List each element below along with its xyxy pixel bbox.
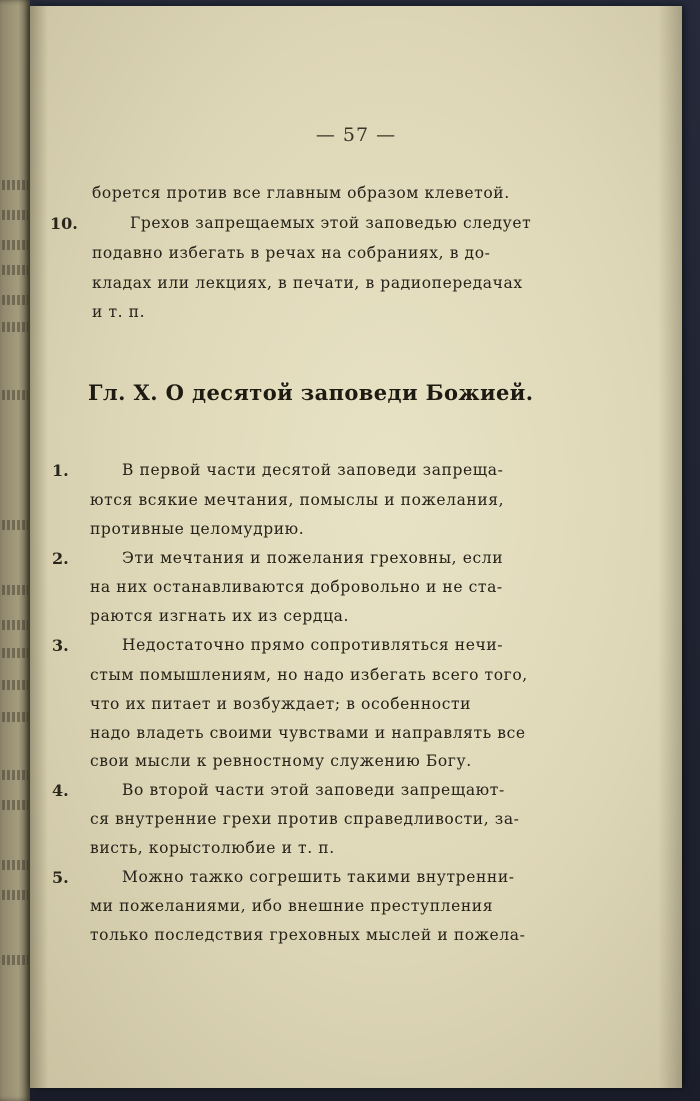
facing-page-text-fragment [2, 585, 28, 595]
facing-page-text-fragment [2, 322, 28, 332]
facing-page-text-fragment [2, 620, 28, 630]
facing-page-edge [0, 0, 30, 1101]
item-number: 4. [52, 781, 69, 800]
facing-page-text-fragment [2, 210, 28, 220]
facing-page-text-fragment [2, 240, 28, 250]
item-number: 3. [52, 636, 69, 655]
text-line: подавно избегать в речах на собраниях, в до- [92, 244, 491, 262]
facing-page-text-fragment [2, 770, 28, 780]
text-line: В первой части десятой заповеди запреща- [122, 461, 504, 479]
text-line: надо владеть своими чувствами и направлять все [90, 724, 526, 742]
facing-page-text-fragment [2, 648, 28, 658]
text-line: раются изгнать их из сердца. [90, 607, 350, 625]
facing-page-text-fragment [2, 390, 28, 400]
text-line: Эти мечтания и пожелания греховны, если [122, 549, 504, 567]
text-line: что их питает и возбуждает; в особенности [90, 695, 472, 713]
text-line: свои мысли к ревностному служению Богу. [90, 752, 472, 770]
text-line: ются всякие мечтания, помыслы и пожелания, [90, 491, 505, 509]
text-line: противные целомудрию. [90, 520, 305, 538]
text-line: и т. п. [92, 303, 146, 321]
text-line: стым помышлениям, но надо избегать всего того, [90, 666, 528, 684]
facing-page-text-fragment [2, 680, 28, 690]
text-line: ся внутренние грехи против справедливости, за- [90, 810, 520, 828]
facing-page-text-fragment [2, 520, 28, 530]
facing-page-text-fragment [2, 800, 28, 810]
facing-page-text-fragment [2, 295, 28, 305]
text-line: ми пожеланиями, ибо внешние преступления [90, 897, 494, 915]
item-number: 5. [52, 868, 69, 887]
facing-page-text-fragment [2, 890, 28, 900]
item-number: 2. [52, 549, 69, 568]
facing-page-text-fragment [2, 712, 28, 722]
text-line: кладах или лекциях, в печати, в радиопередачах [92, 274, 523, 292]
text-line: только последствия греховных мыслей и пожела- [90, 926, 526, 944]
text-line: Во второй части этой заповеди запрещают- [122, 781, 505, 799]
item-number: 10. [50, 214, 78, 233]
text-line: Грехов запрещаемых этой заповедью следует [130, 214, 532, 232]
text-line: Недостаточно прямо сопротивляться нечи- [122, 636, 504, 654]
book-page [30, 6, 682, 1088]
facing-page-text-fragment [2, 180, 28, 190]
text-line: висть, корыстолюбие и т. п. [90, 839, 335, 857]
text-line: борется против все главным образом клеветой. [92, 184, 510, 202]
page-number: — 57 — [315, 124, 397, 146]
facing-page-text-fragment [2, 860, 28, 870]
chapter-heading: Гл. X. О десятой заповеди Божией. [88, 380, 534, 405]
item-number: 1. [52, 461, 69, 480]
facing-page-text-fragment [2, 955, 28, 965]
text-line: Можно тажко согрешить такими внутренни- [122, 868, 515, 886]
facing-page-text-fragment [2, 265, 28, 275]
text-line: на них останавливаются добровольно и не ста- [90, 578, 503, 596]
